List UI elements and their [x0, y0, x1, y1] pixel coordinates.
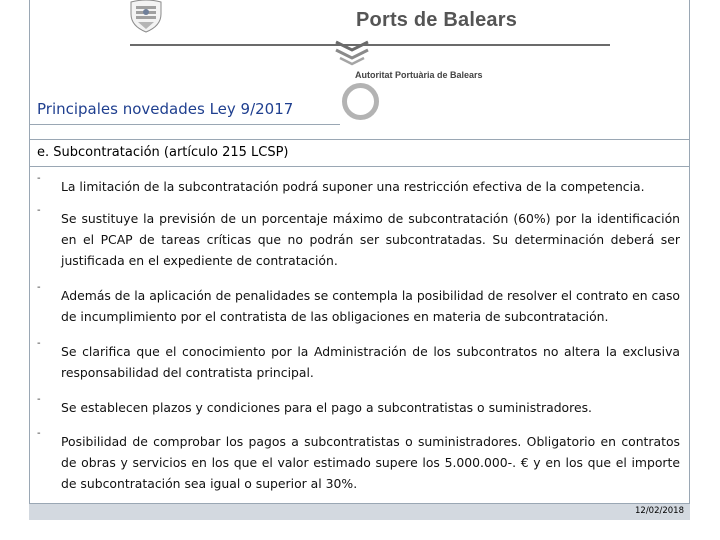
- list-item: [37, 282, 680, 327]
- section-heading: [30, 139, 690, 167]
- list-item-text: Además de la aplicación de penalidades se contempla la posibilidad de resolver el contrato en caso de incumplimiento por el contratista de las obligaciones en materia de subcontratación.: [61, 288, 680, 324]
- list-item: [37, 205, 680, 271]
- footer-bar: [29, 503, 690, 520]
- coat-of-arms-icon: [127, 0, 165, 34]
- slide-title: Principales novedades Ley 9/2017: [37, 100, 294, 118]
- list-item-text: Se sustituye la previsión de un porcentaje máximo de subcontratación (60%) por la identificación en el PCAP de tareas críticas que no podrán ser subcontratadas. Su determinación deberá ser justificada en el expediente de contratación.: [61, 211, 680, 268]
- list-item: [37, 173, 680, 197]
- section-heading-text: e. Subcontratación (artículo 215 LCSP): [37, 145, 289, 160]
- port-logo-icon: [332, 36, 372, 66]
- decorative-ring: [342, 83, 379, 120]
- bullet-marker: -: [37, 338, 41, 349]
- list-item: [37, 394, 680, 418]
- list-item: [37, 338, 680, 383]
- list-item: [37, 428, 680, 494]
- footer-date: 12/02/2018: [635, 506, 684, 516]
- bullet-marker: -: [37, 394, 41, 405]
- title-underline: [30, 124, 340, 125]
- bullet-marker: -: [37, 205, 41, 216]
- bullet-marker: -: [37, 428, 41, 439]
- bullet-marker: -: [37, 282, 41, 293]
- list-item-text: Se clarifica que el conocimiento por la Administración de los subcontratos no altera la exclusiva responsabilidad del contratista principal.: [61, 344, 680, 380]
- organization-name: Ports de Balears: [356, 9, 518, 31]
- list-item-text: Se establecen plazos y condiciones para el pago a subcontratistas o suministradores.: [61, 400, 592, 415]
- bullet-marker: -: [37, 173, 41, 184]
- organization-subtitle: Autoritat Portuària de Balears: [355, 70, 483, 80]
- list-item-text: La limitación de la subcontratación podrá suponer una restricción efectiva de la competencia.: [61, 179, 645, 194]
- list-item-text: Posibilidad de comprobar los pagos a subcontratistas o suministradores. Obligatorio en contratos de obras y servicios en los que el valor estimado supere los 5.000.000-. € y en los que el importe de subcontratación sea igual o superior al 30%.: [61, 434, 680, 491]
